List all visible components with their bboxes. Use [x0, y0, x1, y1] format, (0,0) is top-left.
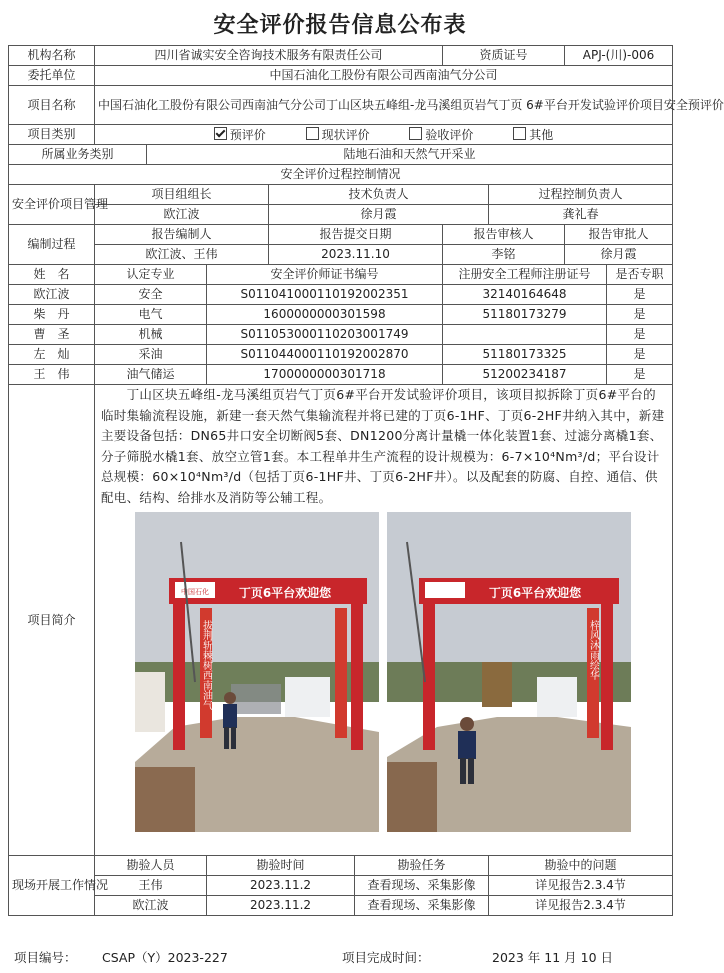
site-task: 查看现场、采集影像 — [355, 896, 489, 916]
intro-label: 项目简介 — [9, 385, 95, 856]
management-header: 技术负责人 — [269, 185, 489, 205]
staff-fulltime: 是 — [607, 285, 673, 305]
staff-cert: S011044000110192002870 — [207, 345, 443, 365]
staff-name: 王 伟 — [9, 365, 95, 385]
checkbox[interactable] — [513, 127, 526, 140]
site-time: 2023.11.2 — [207, 876, 355, 896]
staff-header: 注册安全工程师注册证号 — [443, 265, 607, 285]
staff-name: 左 灿 — [9, 345, 95, 365]
site-header: 勘验中的问题 — [489, 856, 673, 876]
site-person: 王伟 — [95, 876, 207, 896]
table-row — [9, 345, 673, 365]
compile-value: 2023.11.10 — [269, 245, 443, 265]
intro-cell — [95, 385, 673, 856]
management-value: 欧江波 — [95, 205, 269, 225]
intro-text: 丁山区块五峰组-龙马溪组页岩气丁页6#平台开发试验评价项目，该项目拟拆除丁页6#平台的临时集输流程设施，新建一套天然气集输流程并将已建的丁页6-1HF、丁页6-2HF井纳入其中，新建主要设备包括：DN65井口安全切断阀5套、DN1200分离计量橇一体化装置1套、过滤分离橇1套、分子筛脱水橇1套、放空立管1套。本工程单井生产流程的设计规模为：6-7×10⁴Nm³/d；平台设计总规模：60×10⁴Nm³/d（包括丁页6-1HF井、丁页6-2HF井）。以及配套的防腐、自控、通信、供配电、结构、给排水及消防等公辅工程。 — [101, 387, 665, 505]
staff-reg: 32140164648 — [443, 285, 607, 305]
site-photo-right — [387, 512, 631, 832]
compile-value: 李铭 — [443, 245, 565, 265]
project-code-label: 项目编号： — [14, 950, 77, 965]
management-value: 徐月霞 — [269, 205, 489, 225]
staff-cert: S011041000110192002351 — [207, 285, 443, 305]
org-label: 机构名称 — [9, 46, 95, 66]
management-header: 过程控制负责人 — [489, 185, 673, 205]
photo-banner-left: 拔荆斩棘树西南油气 — [200, 620, 212, 710]
staff-header: 姓 名 — [9, 265, 95, 285]
table-row — [9, 365, 673, 385]
site-header: 勘验任务 — [355, 856, 489, 876]
site-header: 勘验时间 — [207, 856, 355, 876]
staff-cert: S011053000110203001749 — [207, 325, 443, 345]
staff-fulltime: 是 — [607, 345, 673, 365]
staff-cert: 1600000000301598 — [207, 305, 443, 325]
site-header: 勘验人员 — [95, 856, 207, 876]
org-value: 四川省诚实安全咨询技术服务有限责任公司 — [95, 46, 443, 66]
option-other[interactable]: 其他 — [513, 127, 553, 143]
management-label: 安全评价项目管理 — [9, 185, 95, 225]
checkbox-checked[interactable] — [214, 127, 227, 140]
option-acceptance-evaluation[interactable]: 验收评价 — [409, 127, 473, 143]
completion-date: 2023 年 11 月 10 日 — [492, 950, 613, 965]
client-label: 委托单位 — [9, 66, 95, 86]
staff-fulltime: 是 — [607, 325, 673, 345]
staff-cert: 1700000000301718 — [207, 365, 443, 385]
staff-major: 电气 — [95, 305, 207, 325]
compile-header: 报告提交日期 — [269, 225, 443, 245]
photo-sign: 丁页6平台欢迎您 — [488, 586, 582, 600]
staff-reg — [443, 325, 607, 345]
staff-header: 认定专业 — [95, 265, 207, 285]
table-row — [9, 325, 673, 345]
checkbox[interactable] — [409, 127, 422, 140]
compile-header: 报告编制人 — [95, 225, 269, 245]
checkbox[interactable] — [306, 127, 319, 140]
staff-major: 机械 — [95, 325, 207, 345]
option-pre-evaluation[interactable]: 预评价 — [214, 127, 266, 143]
staff-major: 安全 — [95, 285, 207, 305]
table-row — [9, 285, 673, 305]
staff-header: 是否专职 — [607, 265, 673, 285]
business-value: 陆地石油和天然气开采业 — [147, 145, 673, 165]
photo-area — [95, 508, 672, 838]
option-status-evaluation[interactable]: 现状评价 — [306, 127, 370, 143]
cert-value: APJ-(川)-006 — [565, 46, 673, 66]
completion-label: 项目完成时间： — [342, 950, 430, 965]
site-issue: 详见报告2.3.4节 — [489, 876, 673, 896]
compile-header: 报告审批人 — [565, 225, 673, 245]
site-photo-left — [135, 512, 379, 832]
table-row — [9, 896, 673, 916]
staff-fulltime: 是 — [607, 365, 673, 385]
site-issue: 详见报告2.3.4节 — [489, 896, 673, 916]
project-code: CSAP（Y）2023-227 — [102, 950, 228, 965]
staff-reg: 51180173325 — [443, 345, 607, 365]
photo-logo: 中国石化 — [181, 588, 209, 596]
project-value: 中国石油化工股份有限公司西南油气分公司丁山区块五峰组-龙马溪组页岩气丁页 6#平台开发试验评价项目安全预评价 — [95, 86, 673, 125]
business-label: 所属业务类别 — [9, 145, 147, 165]
client-value: 中国石油化工股份有限公司西南油气分公司 — [95, 66, 673, 86]
management-header: 项目组组长 — [95, 185, 269, 205]
table-row — [9, 876, 673, 896]
staff-name: 欧江波 — [9, 285, 95, 305]
site-time: 2023.11.2 — [207, 896, 355, 916]
photo-banner-right: 梓风沐雨绘华 — [587, 620, 599, 680]
category-options — [95, 125, 673, 145]
photo-sign: 丁页6平台欢迎您 — [238, 586, 332, 600]
cert-label: 资质证号 — [443, 46, 565, 66]
project-label: 项目名称 — [9, 86, 95, 125]
page-title: 安全评价报告信息公布表 — [213, 13, 467, 38]
compile-label: 编制过程 — [9, 225, 95, 265]
staff-name: 柴 丹 — [9, 305, 95, 325]
site-label: 现场开展工作情况 — [9, 856, 95, 916]
management-value: 龚礼春 — [489, 205, 673, 225]
info-table — [8, 45, 724, 916]
staff-name: 曹 圣 — [9, 325, 95, 345]
compile-header: 报告审核人 — [443, 225, 565, 245]
compile-value: 欧江波、王伟 — [95, 245, 269, 265]
staff-major: 油气储运 — [95, 365, 207, 385]
staff-reg: 51200234187 — [443, 365, 607, 385]
table-row — [9, 305, 673, 325]
staff-fulltime: 是 — [607, 305, 673, 325]
compile-value: 徐月霞 — [565, 245, 673, 265]
staff-reg: 51180173279 — [443, 305, 607, 325]
process-header: 安全评价过程控制情况 — [9, 165, 673, 185]
category-label: 项目类别 — [9, 125, 95, 145]
site-person: 欧江波 — [95, 896, 207, 916]
site-task: 查看现场、采集影像 — [355, 876, 489, 896]
staff-major: 采油 — [95, 345, 207, 365]
staff-header: 安全评价师证书编号 — [207, 265, 443, 285]
